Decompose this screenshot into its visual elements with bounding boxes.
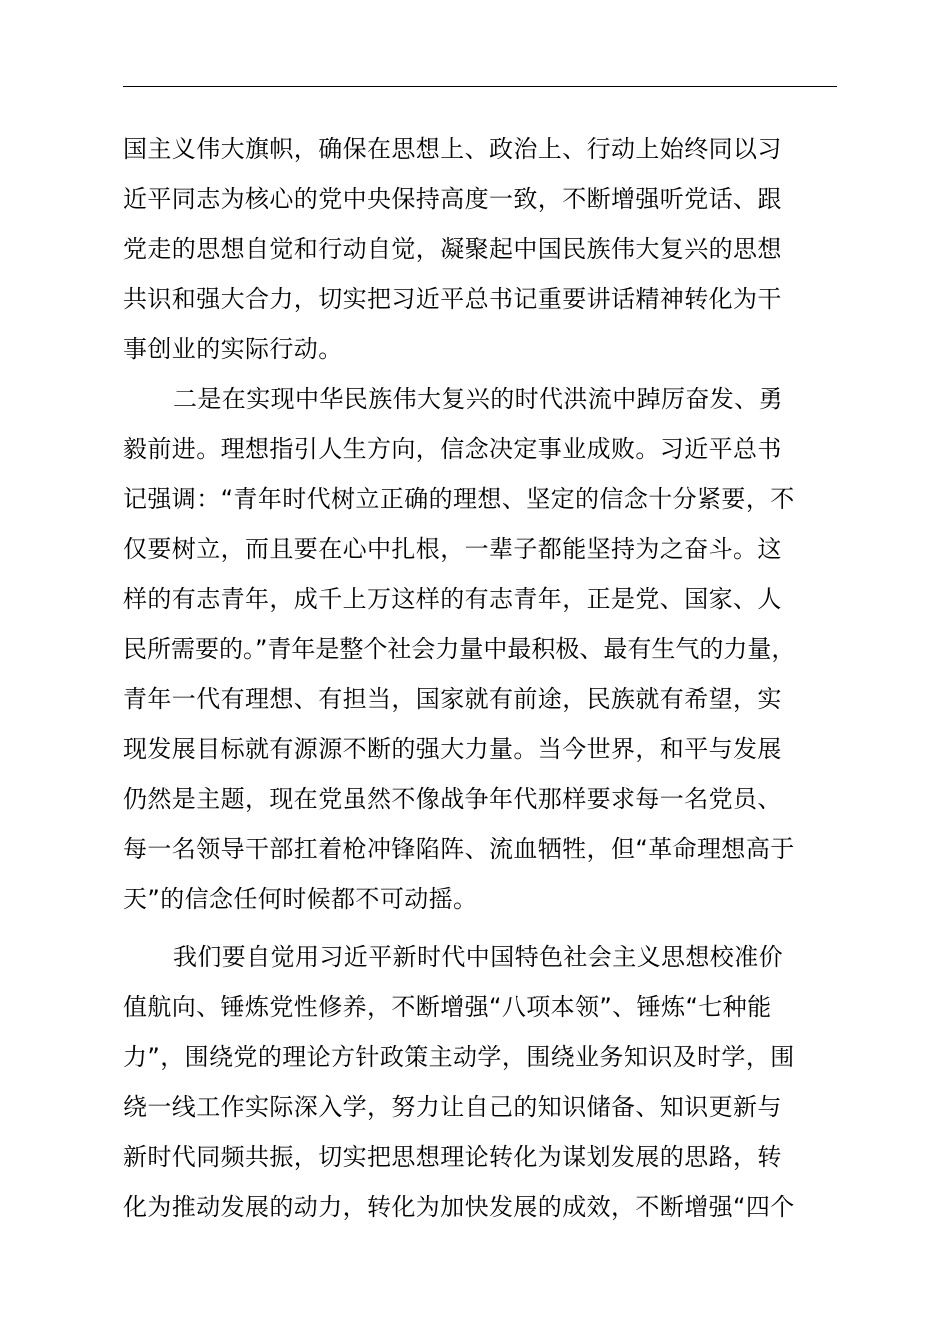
text-line: 近平同志为核心的党中央保持高度一致，不断增强听党话、跟 <box>123 185 782 213</box>
text-line: 二是在实现中华民族伟大复兴的时代洪流中踔厉奋发、勇 <box>173 385 783 413</box>
text-line: 共识和强大合力，切实把习近平总书记重要讲话精神转化为干 <box>123 285 782 313</box>
text-line: 记强调：“青年时代树立正确的理想、坚定的信念十分紧要，不 <box>123 485 795 513</box>
text-line: 绕一线工作实际深入学，努力让自己的知识储备、知识更新与 <box>123 1093 782 1121</box>
text-line: 仍然是主题，现在党虽然不像战争年代那样要求每一名党员、 <box>123 785 782 813</box>
header-rule <box>123 86 837 87</box>
text-line: 事创业的实际行动。 <box>123 335 343 363</box>
text-line: 青年一代有理想、有担当，国家就有前途，民族就有希望，实 <box>123 685 782 713</box>
text-line: 力”，围绕党的理论方针政策主动学，围绕业务知识及时学，围 <box>123 1043 795 1071</box>
text-line: 新时代同频共振，切实把思想理论转化为谋划发展的思路，转 <box>123 1143 782 1171</box>
text-line: 仅要树立，而且要在心中扎根，一辈子都能坚持为之奋斗。这 <box>123 535 782 563</box>
text-line: 每一名领导干部扛着枪冲锋陷阵、流血牺牲，但“革命理想高于 <box>123 835 795 863</box>
text-line: 党走的思想自觉和行动自觉，凝聚起中国民族伟大复兴的思想 <box>123 235 782 263</box>
text-line: 天”的信念任何时候都不可动摇。 <box>123 885 478 913</box>
text-line: 民所需要的。”青年是整个社会力量中最积极、最有生气的力量， <box>123 635 796 663</box>
text-line: 国主义伟大旗帜，确保在思想上、政治上、行动上始终同以习 <box>123 135 782 163</box>
text-line: 现发展目标就有源源不断的强大力量。当今世界，和平与发展 <box>123 735 782 763</box>
text-line: 样的有志青年，成千上万这样的有志青年，正是党、国家、人 <box>123 585 782 613</box>
text-line: 毅前进。理想指引人生方向，信念决定事业成败。习近平总书 <box>123 435 782 463</box>
text-line: 化为推动发展的动力，转化为加快发展的成效，不断增强“四个 <box>123 1193 795 1221</box>
text-line: 我们要自觉用习近平新时代中国特色社会主义思想校准价 <box>173 943 783 971</box>
text-line: 值航向、锤炼党性修养，不断增强“八项本领”、锤炼“七种能 <box>123 993 772 1021</box>
